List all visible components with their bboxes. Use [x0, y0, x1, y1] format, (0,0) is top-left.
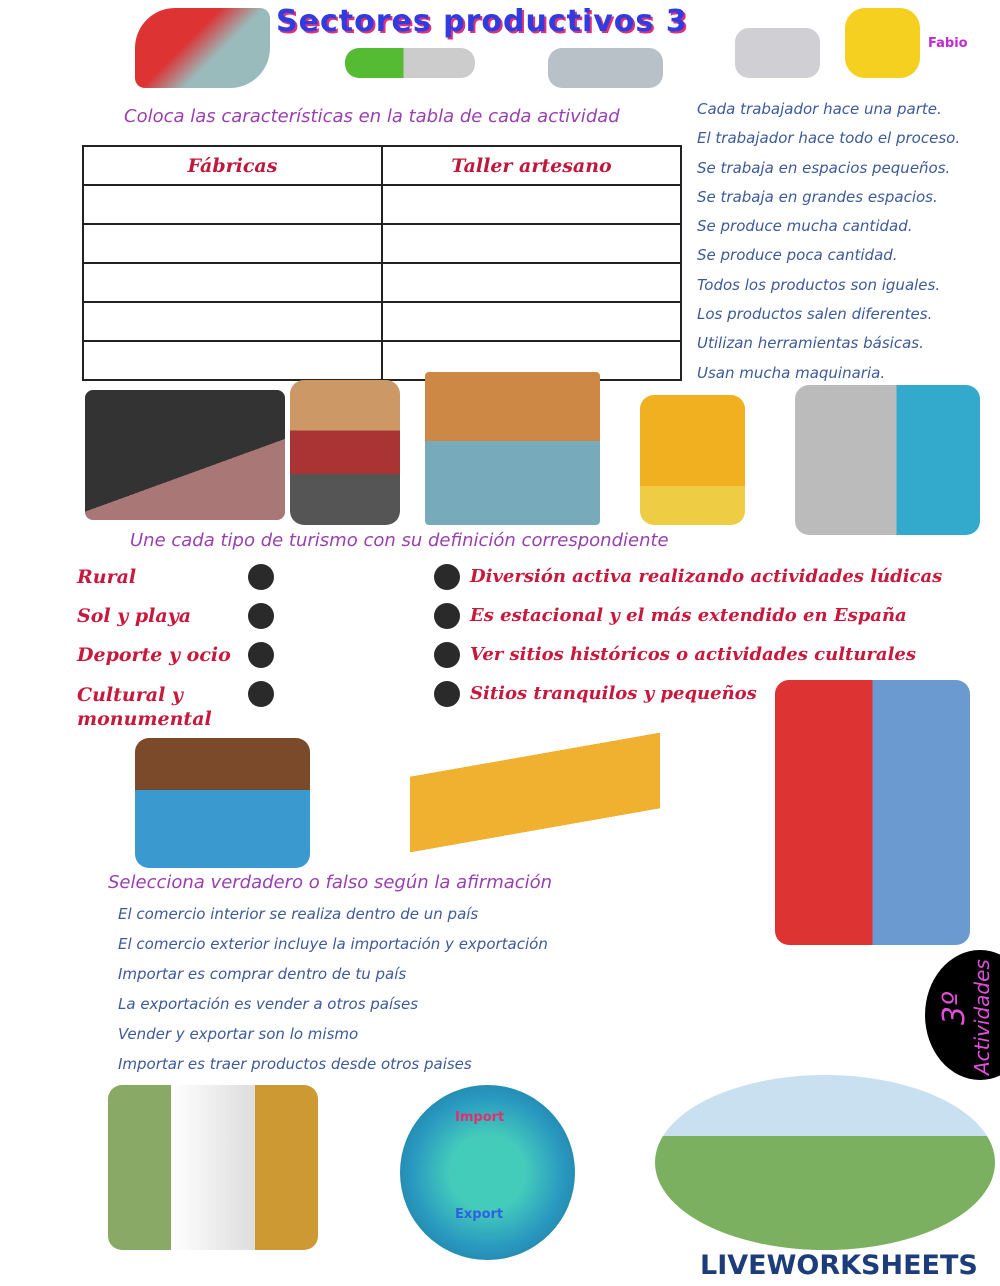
wrench-image [548, 48, 663, 88]
tourism-definition: Es estacional y el más extendido en España [470, 605, 907, 626]
true-false-statement[interactable]: La exportación es vender a otros países [118, 995, 419, 1013]
tourism-type: Rural [77, 566, 137, 588]
draggable-option[interactable]: Se produce poca cantidad. [697, 246, 898, 265]
draggable-option[interactable]: Cada trabajador hace una parte. [697, 100, 942, 118]
export-label: Export [455, 1207, 504, 1222]
tourism-type: Sol y playa [77, 605, 192, 627]
drop-cell[interactable] [382, 302, 681, 341]
kids-beach-image [135, 738, 310, 868]
author-label: Fabio [928, 36, 968, 51]
draggable-option[interactable]: Los productos salen diferentes. [697, 305, 933, 324]
match-dot-right[interactable] [434, 681, 460, 707]
grade-badge [925, 950, 1000, 1080]
tourism-type: Cultural y monumental [77, 684, 212, 730]
match-dot-right[interactable] [434, 642, 460, 668]
match-dot-right[interactable] [434, 564, 460, 590]
section3-instruction: Selecciona verdadero o falso según la afirmación [108, 872, 553, 893]
true-false-statement[interactable]: Importar es comprar dentro de tu país [118, 965, 407, 983]
match-dot-left[interactable] [248, 603, 274, 629]
sculptor-image [795, 385, 980, 535]
column-header-taller: Taller artesano [382, 146, 681, 185]
tourism-type: Deporte y ocio [77, 644, 231, 666]
drop-cell[interactable] [382, 224, 681, 263]
tourism-definition: Diversión activa realizando actividades lúdicas [470, 566, 943, 587]
draggable-option[interactable]: Utilizan herramientas básicas. [697, 334, 924, 353]
badge-label: Actividades [970, 959, 994, 1075]
section1-instruction: Coloca las características en la tabla de cada actividad [124, 106, 620, 127]
drop-cell[interactable] [83, 185, 382, 224]
tourism-definition: Sitios tranquilos y pequeños [470, 683, 757, 704]
nails-image [735, 28, 820, 78]
match-dot-left[interactable] [248, 564, 274, 590]
badge-grade: 3º [937, 991, 972, 1025]
robot-arm-image [85, 390, 285, 520]
tourism-definition: Ver sitios históricos o actividades culturales [470, 644, 917, 665]
column-header-fabricas: Fábricas [83, 146, 382, 185]
drop-cell[interactable] [382, 263, 681, 302]
factory-image [425, 372, 600, 525]
sunbather-image [410, 720, 660, 865]
market-seller-image [108, 1085, 318, 1250]
drop-cell[interactable] [83, 263, 382, 302]
draggable-option[interactable]: Usan mucha maquinaria. [697, 363, 886, 382]
drop-cell[interactable] [83, 302, 382, 341]
globe-image [400, 1085, 575, 1260]
match-dot-right[interactable] [434, 603, 460, 629]
draggable-option[interactable]: El trabajador hace todo el proceso. [697, 129, 961, 148]
match-dot-left[interactable] [248, 642, 274, 668]
import-label: Import [455, 1110, 505, 1125]
drop-cell[interactable] [83, 224, 382, 263]
liveworksheets-logo: LIVEWORKSHEETS [700, 1250, 978, 1281]
customs-border-image [655, 1075, 995, 1250]
true-false-statement[interactable]: Importar es traer productos desde otros paises [118, 1055, 472, 1073]
true-false-statement[interactable]: El comercio exterior incluye la importación y exportación [118, 935, 548, 953]
robot-claw-image [640, 395, 745, 525]
drop-cell[interactable] [382, 185, 681, 224]
draggable-option[interactable]: Se produce mucha cantidad. [697, 217, 913, 236]
page-title: Sectores productivos 3 [276, 4, 688, 39]
screwdriver-image [345, 48, 475, 78]
options-list [697, 98, 960, 391]
draggable-option[interactable]: Se trabaja en grandes espacios. [697, 187, 938, 206]
drop-cell[interactable] [83, 341, 382, 380]
true-false-statement[interactable]: El comercio interior se realiza dentro de un país [118, 905, 479, 923]
match-dot-left[interactable] [248, 681, 274, 707]
true-false-statement[interactable]: Vender y exportar son lo mismo [118, 1025, 359, 1043]
draggable-option[interactable]: Se trabaja en espacios pequeños. [697, 158, 951, 177]
blacksmith-image [290, 380, 400, 525]
draggable-option[interactable]: Todos los productos son iguales. [697, 275, 941, 294]
section2-instruction: Une cada tipo de turismo con su definición correspondiente [130, 530, 669, 551]
pliers-image [135, 8, 270, 88]
tourists-image [775, 680, 970, 945]
classification-table [82, 145, 682, 381]
tape-measure-image [845, 8, 920, 78]
